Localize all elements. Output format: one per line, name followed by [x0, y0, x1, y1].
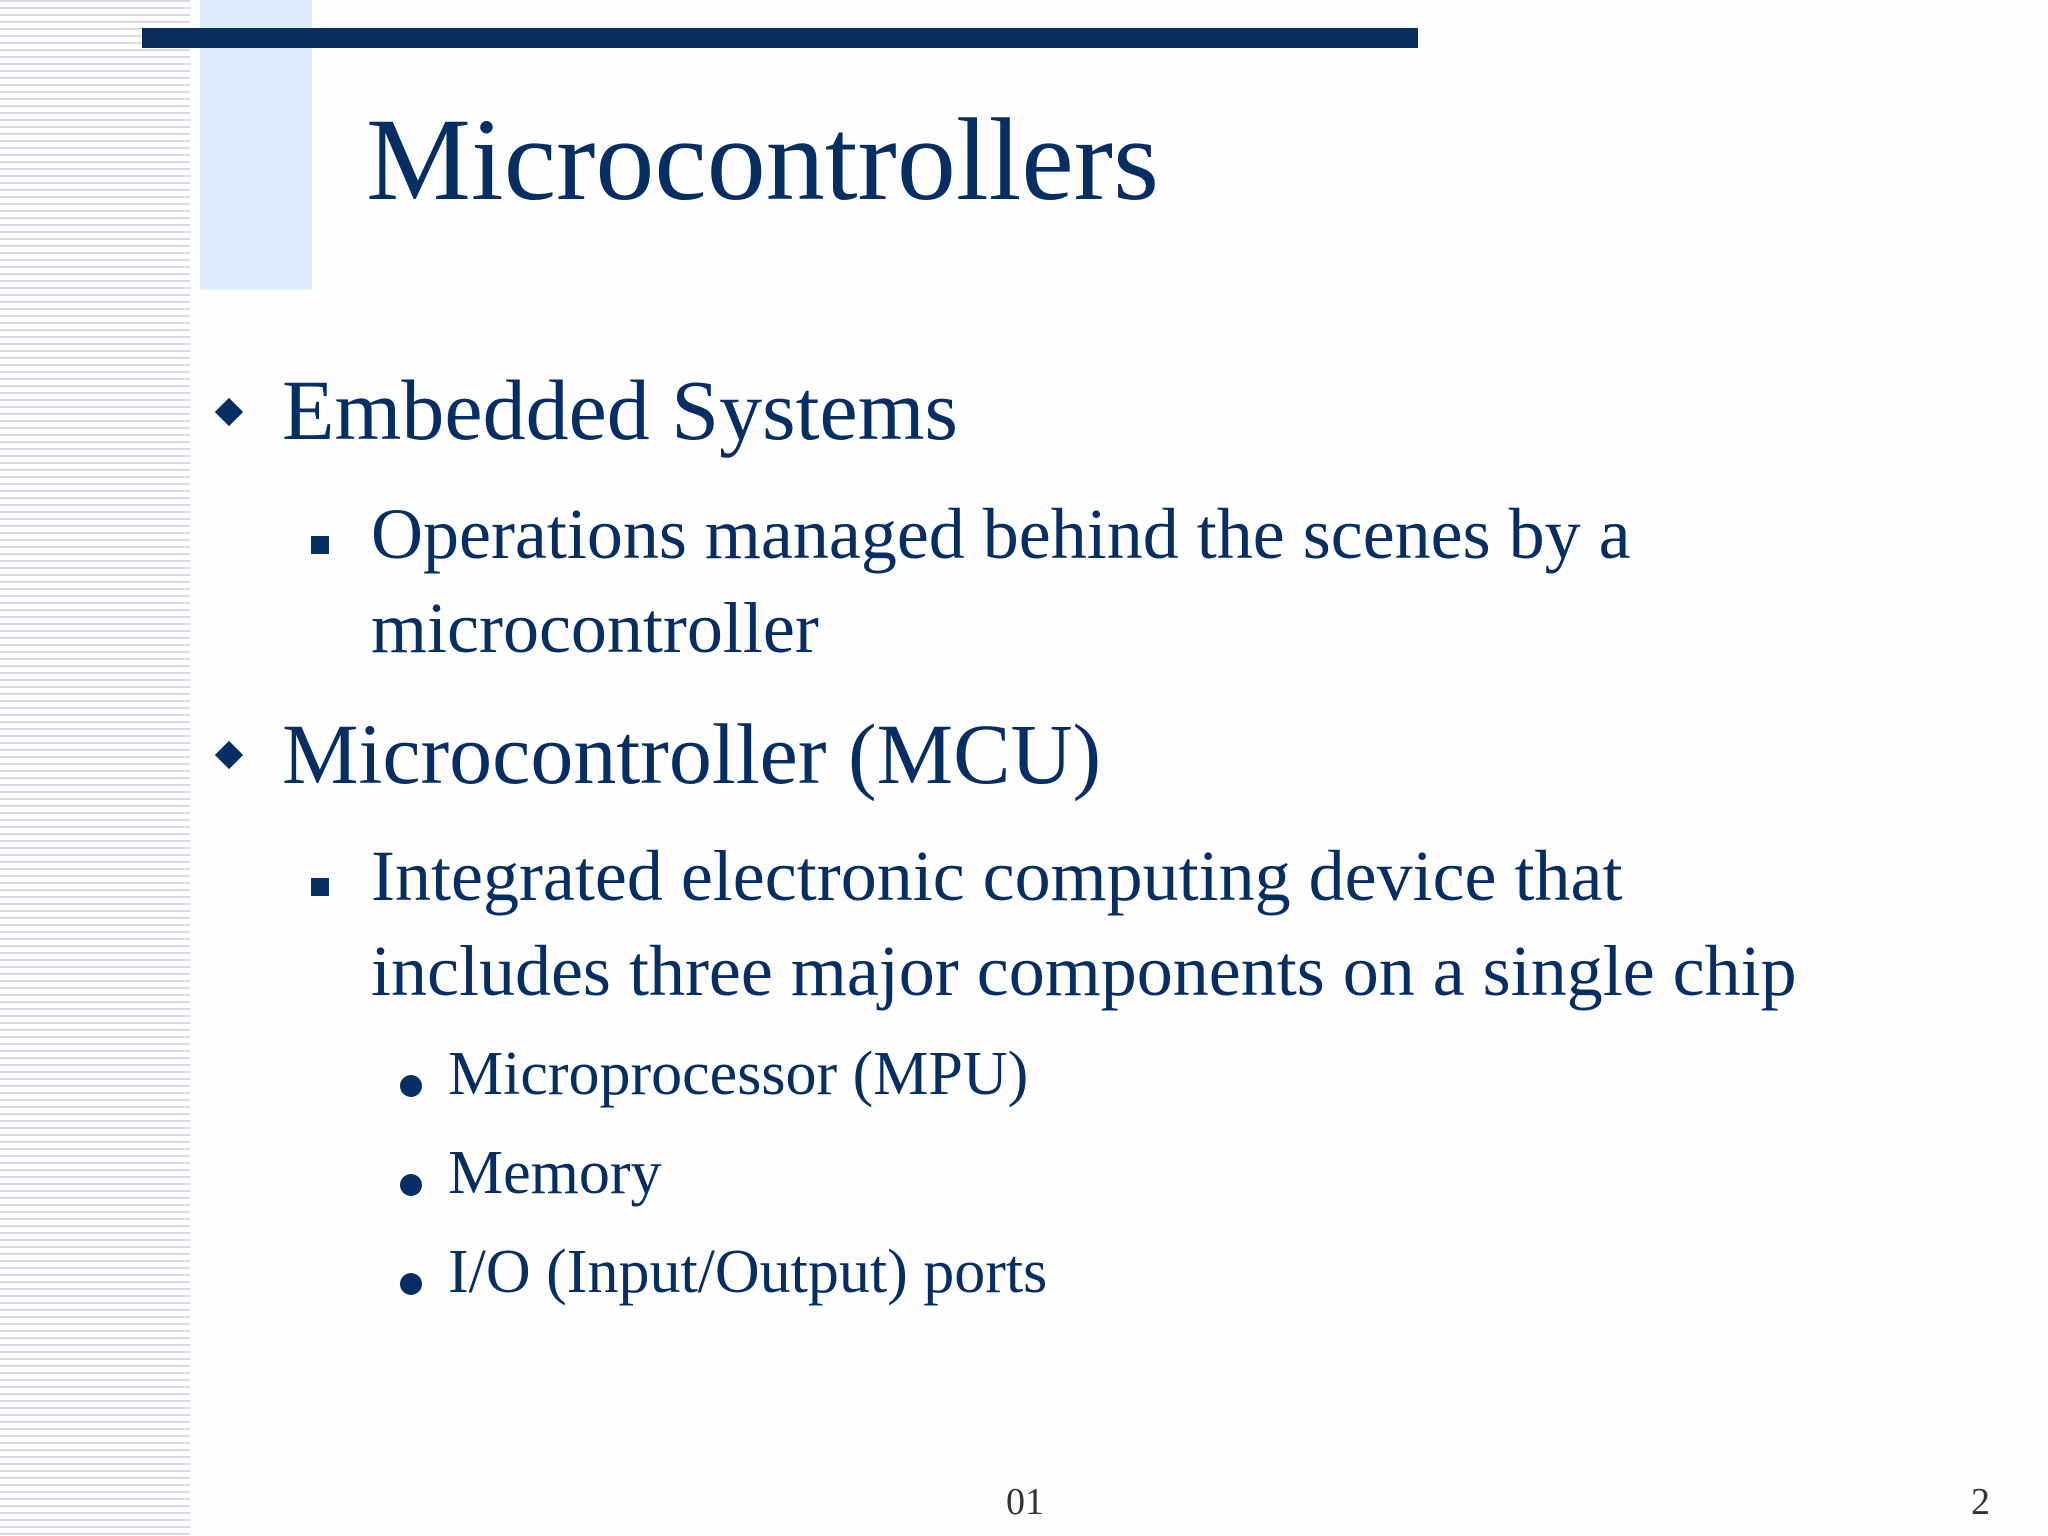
slide-title: Microcontrollers — [366, 94, 1159, 225]
sub-sub-bullet-item: Microprocessor (MPU) — [448, 1040, 1029, 1108]
slide-footer: 01 — [1006, 1481, 1044, 1523]
page-number: 2 — [1971, 1481, 1990, 1523]
sub-bullet-line: Operations managed behind the scenes by a — [371, 494, 1631, 574]
sub-bullet-line: Integrated electronic computing device that — [371, 836, 1623, 916]
diamond-bullet-icon — [215, 398, 243, 426]
sub-sub-bullet-item: I/O (Input/Output) ports — [448, 1238, 1048, 1306]
bullet-item: Microcontroller (MCU) — [282, 706, 1102, 802]
sub-bullet-line: includes three major components on a single chip — [371, 931, 1797, 1011]
bullet-item: Embedded Systems — [282, 362, 958, 458]
square-bullet-icon — [311, 878, 329, 896]
dot-bullet-icon — [400, 1075, 422, 1097]
sub-bullet-line: microcontroller — [371, 588, 819, 668]
diamond-bullet-icon — [215, 741, 243, 769]
sub-sub-bullet-item: Memory — [448, 1139, 662, 1207]
dot-bullet-icon — [400, 1273, 422, 1295]
square-bullet-icon — [311, 536, 329, 554]
dot-bullet-icon — [400, 1174, 422, 1196]
